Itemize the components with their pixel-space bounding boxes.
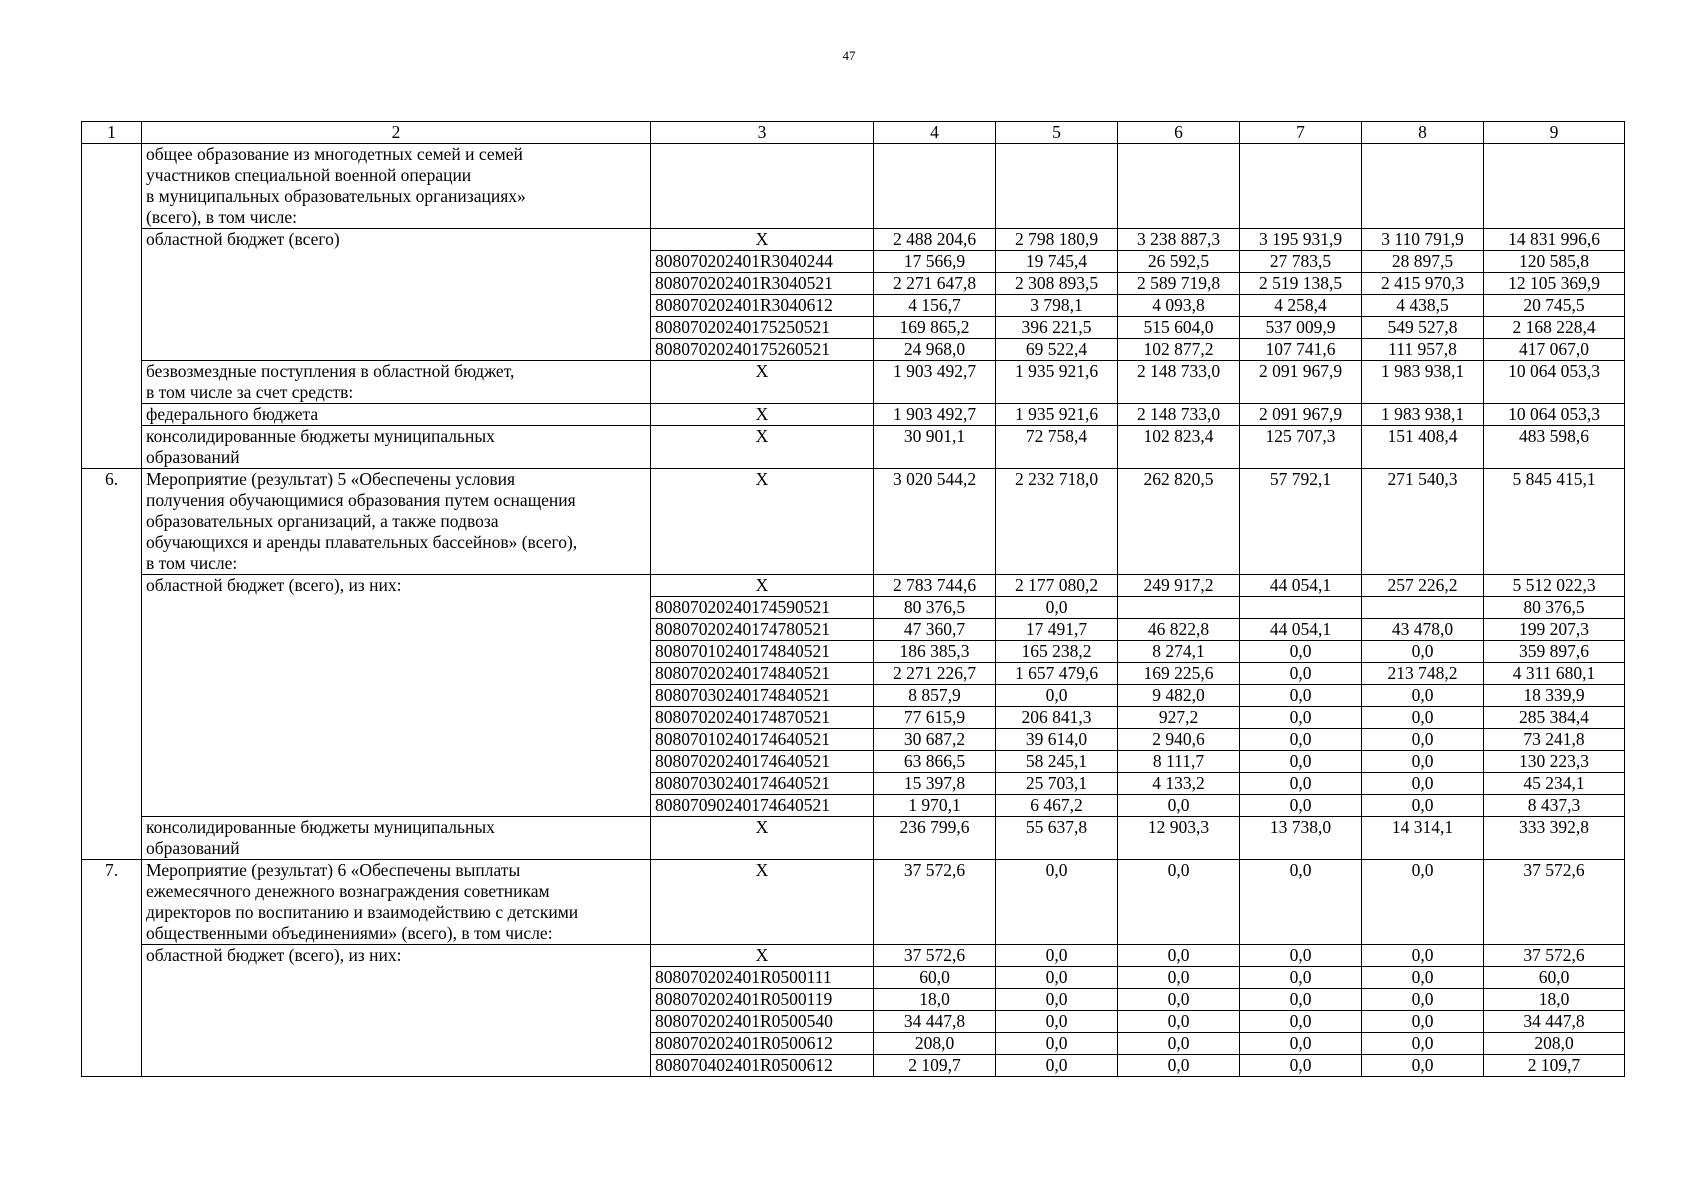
description-cell xyxy=(142,361,651,404)
value-cell: 151 408,4 xyxy=(1362,426,1484,469)
budget-code-cell: 80807020240174780521 xyxy=(651,619,874,641)
value-cell: 9 482,0 xyxy=(1118,685,1240,707)
value-cell: 249 917,2 xyxy=(1118,575,1240,597)
description-line: общественными объединениями» (всего), в том числе: xyxy=(146,923,553,943)
description-line: консолидированные бюджеты муниципальных xyxy=(146,817,495,837)
budget-code-cell: X xyxy=(651,860,874,945)
value-cell: 24 968,0 xyxy=(874,339,996,361)
value-cell: 4 093,8 xyxy=(1118,295,1240,317)
budget-code-cell: 80807020240174590521 xyxy=(651,597,874,619)
budget-code-cell: 808070202401R0500540 xyxy=(651,1011,874,1033)
description-line: общее образование из многодетных семей и семей xyxy=(146,144,523,164)
budget-code-cell: 808070202401R0500612 xyxy=(651,1033,874,1055)
budget-code-cell: 808070402401R0500612 xyxy=(651,1055,874,1077)
value-cell: 0,0 xyxy=(1240,967,1362,989)
value-cell: 4 258,4 xyxy=(1240,295,1362,317)
table-row xyxy=(82,361,1625,404)
value-cell: 8 111,7 xyxy=(1118,751,1240,773)
header-cell: 3 xyxy=(651,122,874,144)
value-cell: 0,0 xyxy=(996,597,1118,619)
budget-code-cell: X xyxy=(651,426,874,469)
value-cell: 1 970,1 xyxy=(874,795,996,817)
value-cell: 72 758,4 xyxy=(996,426,1118,469)
value-cell: 169 865,2 xyxy=(874,317,996,339)
value-cell: 3 020 544,2 xyxy=(874,469,996,575)
value-cell: 0,0 xyxy=(1240,795,1362,817)
value-cell: 34 447,8 xyxy=(1484,1011,1625,1033)
value-cell: 0,0 xyxy=(1240,685,1362,707)
value-cell: 111 957,8 xyxy=(1362,339,1484,361)
value-cell: 0,0 xyxy=(1118,989,1240,1011)
description-line: в том числе за счет средств: xyxy=(146,382,354,402)
table-row xyxy=(82,817,1625,860)
value-cell: 30 687,2 xyxy=(874,729,996,751)
value-cell xyxy=(1240,597,1362,619)
value-cell: 45 234,1 xyxy=(1484,773,1625,795)
value-cell: 2 091 967,9 xyxy=(1240,361,1362,404)
description-line: (всего), в том числе: xyxy=(146,207,298,227)
row-number-cell xyxy=(82,144,142,469)
description-cell xyxy=(142,945,651,1077)
value-cell: 37 572,6 xyxy=(1484,860,1625,945)
value-cell: 125 707,3 xyxy=(1240,426,1362,469)
value-cell xyxy=(874,144,996,229)
description-line: образований xyxy=(146,447,240,467)
value-cell: 257 226,2 xyxy=(1362,575,1484,597)
value-cell: 1 983 938,1 xyxy=(1362,361,1484,404)
value-cell: 57 792,1 xyxy=(1240,469,1362,575)
value-cell: 26 592,5 xyxy=(1118,251,1240,273)
value-cell: 18,0 xyxy=(874,989,996,1011)
row-number-cell: 7. xyxy=(82,860,142,1077)
value-cell: 333 392,8 xyxy=(1484,817,1625,860)
value-cell: 46 822,8 xyxy=(1118,619,1240,641)
value-cell: 927,2 xyxy=(1118,707,1240,729)
table-row xyxy=(82,575,1625,597)
budget-code-cell: 80807020240175260521 xyxy=(651,339,874,361)
value-cell: 2 308 893,5 xyxy=(996,273,1118,295)
value-cell: 18,0 xyxy=(1484,989,1625,1011)
value-cell: 537 009,9 xyxy=(1240,317,1362,339)
budget-code-cell: 80807010240174840521 xyxy=(651,641,874,663)
value-cell: 120 585,8 xyxy=(1484,251,1625,273)
value-cell xyxy=(996,144,1118,229)
value-cell: 44 054,1 xyxy=(1240,575,1362,597)
description-line: ежемесячного денежного вознаграждения советникам xyxy=(146,881,550,901)
value-cell: 4 156,7 xyxy=(874,295,996,317)
value-cell xyxy=(1362,144,1484,229)
value-cell: 0,0 xyxy=(1362,641,1484,663)
value-cell: 37 572,6 xyxy=(1484,945,1625,967)
value-cell: 0,0 xyxy=(996,860,1118,945)
value-cell xyxy=(1484,144,1625,229)
budget-code-cell: 808070202401R3040521 xyxy=(651,273,874,295)
value-cell: 14 831 996,6 xyxy=(1484,229,1625,251)
value-cell: 18 339,9 xyxy=(1484,685,1625,707)
value-cell: 1 903 492,7 xyxy=(874,361,996,404)
value-cell: 55 637,8 xyxy=(996,817,1118,860)
value-cell: 2 177 080,2 xyxy=(996,575,1118,597)
value-cell: 483 598,6 xyxy=(1484,426,1625,469)
value-cell: 2 488 204,6 xyxy=(874,229,996,251)
description-cell xyxy=(142,817,651,860)
value-cell: 0,0 xyxy=(1240,1033,1362,1055)
value-cell: 199 207,3 xyxy=(1484,619,1625,641)
value-cell: 165 238,2 xyxy=(996,641,1118,663)
page-number: 47 xyxy=(842,48,856,63)
header-row xyxy=(82,122,1625,144)
description-cell xyxy=(142,144,651,229)
value-cell: 14 314,1 xyxy=(1362,817,1484,860)
value-cell: 1 903 492,7 xyxy=(874,404,996,426)
value-cell: 80 376,5 xyxy=(874,597,996,619)
value-cell: 73 241,8 xyxy=(1484,729,1625,751)
value-cell: 2 415 970,3 xyxy=(1362,273,1484,295)
value-cell: 2 109,7 xyxy=(874,1055,996,1077)
value-cell: 0,0 xyxy=(1118,795,1240,817)
value-cell: 37 572,6 xyxy=(874,945,996,967)
value-cell: 8 437,3 xyxy=(1484,795,1625,817)
value-cell: 102 877,2 xyxy=(1118,339,1240,361)
value-cell: 37 572,6 xyxy=(874,860,996,945)
value-cell: 0,0 xyxy=(1240,641,1362,663)
value-cell: 3 110 791,9 xyxy=(1362,229,1484,251)
value-cell: 2 168 228,4 xyxy=(1484,317,1625,339)
value-cell: 2 109,7 xyxy=(1484,1055,1625,1077)
value-cell: 28 897,5 xyxy=(1362,251,1484,273)
budget-table-body xyxy=(82,122,1625,1077)
value-cell: 0,0 xyxy=(1118,860,1240,945)
value-cell: 39 614,0 xyxy=(996,729,1118,751)
value-cell: 2 271 226,7 xyxy=(874,663,996,685)
value-cell: 130 223,3 xyxy=(1484,751,1625,773)
value-cell: 6 467,2 xyxy=(996,795,1118,817)
description-line: в том числе: xyxy=(146,553,238,573)
budget-code-cell: 80807010240174640521 xyxy=(651,729,874,751)
header-cell: 1 xyxy=(82,122,142,144)
value-cell: 1 935 921,6 xyxy=(996,361,1118,404)
value-cell: 169 225,6 xyxy=(1118,663,1240,685)
value-cell xyxy=(1362,597,1484,619)
value-cell xyxy=(1118,597,1240,619)
value-cell: 3 195 931,9 xyxy=(1240,229,1362,251)
description-cell xyxy=(142,575,651,817)
value-cell: 5 512 022,3 xyxy=(1484,575,1625,597)
value-cell: 60,0 xyxy=(1484,967,1625,989)
budget-code-cell: X xyxy=(651,817,874,860)
value-cell: 25 703,1 xyxy=(996,773,1118,795)
header-cell: 7 xyxy=(1240,122,1362,144)
table-row xyxy=(82,426,1625,469)
budget-code-cell: X xyxy=(651,575,874,597)
value-cell: 0,0 xyxy=(1362,1011,1484,1033)
value-cell: 63 866,5 xyxy=(874,751,996,773)
header-cell: 8 xyxy=(1362,122,1484,144)
value-cell: 0,0 xyxy=(996,1033,1118,1055)
value-cell: 69 522,4 xyxy=(996,339,1118,361)
value-cell: 30 901,1 xyxy=(874,426,996,469)
description-line: безвозмездные поступления в областной бюджет, xyxy=(146,361,515,381)
value-cell: 515 604,0 xyxy=(1118,317,1240,339)
value-cell: 0,0 xyxy=(1240,1055,1362,1077)
value-cell: 2 148 733,0 xyxy=(1118,361,1240,404)
value-cell: 0,0 xyxy=(1240,1011,1362,1033)
value-cell: 10 064 053,3 xyxy=(1484,404,1625,426)
budget-code-cell xyxy=(651,144,874,229)
value-cell: 102 823,4 xyxy=(1118,426,1240,469)
description-line: Мероприятие (результат) 5 «Обеспечены условия xyxy=(146,469,516,489)
budget-code-cell: 80807030240174840521 xyxy=(651,685,874,707)
budget-code-cell: X xyxy=(651,469,874,575)
value-cell: 0,0 xyxy=(1240,989,1362,1011)
description-line: участников специальной военной операции xyxy=(146,165,472,185)
header-cell: 2 xyxy=(142,122,651,144)
value-cell: 12 903,3 xyxy=(1118,817,1240,860)
budget-code-cell: 80807020240174840521 xyxy=(651,663,874,685)
value-cell: 2 940,6 xyxy=(1118,729,1240,751)
value-cell: 2 798 180,9 xyxy=(996,229,1118,251)
budget-code-cell: 808070202401R3040244 xyxy=(651,251,874,273)
value-cell: 0,0 xyxy=(1118,967,1240,989)
description-cell xyxy=(142,860,651,945)
value-cell: 186 385,3 xyxy=(874,641,996,663)
value-cell: 262 820,5 xyxy=(1118,469,1240,575)
value-cell: 34 447,8 xyxy=(874,1011,996,1033)
budget-code-cell: X xyxy=(651,361,874,404)
value-cell: 0,0 xyxy=(1240,773,1362,795)
value-cell: 12 105 369,9 xyxy=(1484,273,1625,295)
description-line: в муниципальных образовательных организациях» xyxy=(146,186,526,206)
value-cell: 43 478,0 xyxy=(1362,619,1484,641)
value-cell: 15 397,8 xyxy=(874,773,996,795)
value-cell: 58 245,1 xyxy=(996,751,1118,773)
value-cell: 2 091 967,9 xyxy=(1240,404,1362,426)
value-cell: 13 738,0 xyxy=(1240,817,1362,860)
budget-code-cell: 808070202401R3040612 xyxy=(651,295,874,317)
description-line: директоров по воспитанию и взаимодействию с детскими xyxy=(146,902,579,922)
value-cell: 44 054,1 xyxy=(1240,619,1362,641)
value-cell: 0,0 xyxy=(1362,729,1484,751)
budget-code-cell: 80807020240174870521 xyxy=(651,707,874,729)
value-cell: 2 232 718,0 xyxy=(996,469,1118,575)
description-line: Мероприятие (результат) 6 «Обеспечены выплаты xyxy=(146,860,521,880)
description-cell xyxy=(142,469,651,575)
budget-code-cell: 808070202401R0500111 xyxy=(651,967,874,989)
value-cell: 20 745,5 xyxy=(1484,295,1625,317)
value-cell: 8 857,9 xyxy=(874,685,996,707)
value-cell: 0,0 xyxy=(1362,685,1484,707)
value-cell: 0,0 xyxy=(1362,751,1484,773)
value-cell: 0,0 xyxy=(996,685,1118,707)
value-cell: 0,0 xyxy=(1240,729,1362,751)
value-cell: 2 589 719,8 xyxy=(1118,273,1240,295)
budget-code-cell: X xyxy=(651,945,874,967)
value-cell: 236 799,6 xyxy=(874,817,996,860)
table-row xyxy=(82,404,1625,426)
budget-code-cell: X xyxy=(651,229,874,251)
value-cell: 2 783 744,6 xyxy=(874,575,996,597)
budget-code-cell: X xyxy=(651,404,874,426)
budget-code-cell: 80807090240174640521 xyxy=(651,795,874,817)
value-cell: 0,0 xyxy=(1118,1055,1240,1077)
value-cell: 60,0 xyxy=(874,967,996,989)
value-cell: 1 983 938,1 xyxy=(1362,404,1484,426)
header-cell: 4 xyxy=(874,122,996,144)
value-cell: 19 745,4 xyxy=(996,251,1118,273)
table-row xyxy=(82,945,1625,967)
value-cell: 2 519 138,5 xyxy=(1240,273,1362,295)
value-cell: 0,0 xyxy=(1362,1055,1484,1077)
value-cell: 107 741,6 xyxy=(1240,339,1362,361)
budget-table xyxy=(81,121,1625,1077)
value-cell: 0,0 xyxy=(1362,967,1484,989)
value-cell: 206 841,3 xyxy=(996,707,1118,729)
budget-code-cell: 80807020240175250521 xyxy=(651,317,874,339)
value-cell: 4 311 680,1 xyxy=(1484,663,1625,685)
header-cell: 6 xyxy=(1118,122,1240,144)
value-cell: 80 376,5 xyxy=(1484,597,1625,619)
description-line: образований xyxy=(146,838,240,858)
budget-code-cell: 808070202401R0500119 xyxy=(651,989,874,1011)
value-cell: 0,0 xyxy=(1240,860,1362,945)
value-cell: 0,0 xyxy=(1118,945,1240,967)
value-cell: 4 438,5 xyxy=(1362,295,1484,317)
value-cell: 0,0 xyxy=(996,945,1118,967)
value-cell: 208,0 xyxy=(1484,1033,1625,1055)
value-cell: 0,0 xyxy=(1118,1033,1240,1055)
value-cell: 10 064 053,3 xyxy=(1484,361,1625,404)
value-cell: 3 238 887,3 xyxy=(1118,229,1240,251)
table-row xyxy=(82,144,1625,229)
value-cell: 4 133,2 xyxy=(1118,773,1240,795)
value-cell: 1 935 921,6 xyxy=(996,404,1118,426)
budget-code-cell: 80807020240174640521 xyxy=(651,751,874,773)
value-cell: 3 798,1 xyxy=(996,295,1118,317)
value-cell: 8 274,1 xyxy=(1118,641,1240,663)
value-cell: 0,0 xyxy=(996,967,1118,989)
value-cell: 0,0 xyxy=(1362,707,1484,729)
header-cell: 5 xyxy=(996,122,1118,144)
value-cell: 2 271 647,8 xyxy=(874,273,996,295)
value-cell: 271 540,3 xyxy=(1362,469,1484,575)
value-cell: 0,0 xyxy=(996,989,1118,1011)
value-cell: 359 897,6 xyxy=(1484,641,1625,663)
value-cell: 0,0 xyxy=(1362,860,1484,945)
value-cell: 0,0 xyxy=(1240,751,1362,773)
description-line: областной бюджет (всего), из них: xyxy=(146,945,402,965)
value-cell: 0,0 xyxy=(1362,1033,1484,1055)
description-line: обучающихся и аренды плавательных бассейнов» (всего), xyxy=(146,532,578,552)
value-cell: 0,0 xyxy=(1362,989,1484,1011)
table-row xyxy=(82,860,1625,945)
value-cell: 0,0 xyxy=(996,1011,1118,1033)
value-cell: 0,0 xyxy=(1240,663,1362,685)
value-cell: 208,0 xyxy=(874,1033,996,1055)
value-cell: 0,0 xyxy=(1118,1011,1240,1033)
value-cell: 27 783,5 xyxy=(1240,251,1362,273)
row-number-cell: 6. xyxy=(82,469,142,860)
value-cell: 0,0 xyxy=(1362,795,1484,817)
header-cell: 9 xyxy=(1484,122,1625,144)
value-cell xyxy=(1240,144,1362,229)
description-cell xyxy=(142,404,651,426)
value-cell: 285 384,4 xyxy=(1484,707,1625,729)
value-cell: 2 148 733,0 xyxy=(1118,404,1240,426)
description-line: областной бюджет (всего) xyxy=(146,229,340,249)
value-cell: 0,0 xyxy=(996,1055,1118,1077)
description-cell xyxy=(142,426,651,469)
value-cell: 77 615,9 xyxy=(874,707,996,729)
value-cell: 213 748,2 xyxy=(1362,663,1484,685)
value-cell: 0,0 xyxy=(1240,707,1362,729)
value-cell: 17 491,7 xyxy=(996,619,1118,641)
description-line: консолидированные бюджеты муниципальных xyxy=(146,426,495,446)
value-cell: 0,0 xyxy=(1362,945,1484,967)
table-row xyxy=(82,229,1625,251)
value-cell: 5 845 415,1 xyxy=(1484,469,1625,575)
value-cell: 0,0 xyxy=(1240,945,1362,967)
description-line: областной бюджет (всего), из них: xyxy=(146,575,402,595)
description-line: федерального бюджета xyxy=(146,404,319,424)
value-cell: 396 221,5 xyxy=(996,317,1118,339)
value-cell: 47 360,7 xyxy=(874,619,996,641)
description-cell xyxy=(142,229,651,361)
table-row xyxy=(82,469,1625,575)
description-line: получения обучающимися образования путем оснащения xyxy=(146,490,576,510)
description-line: образовательных организаций, а также подвоза xyxy=(146,511,499,531)
value-cell: 17 566,9 xyxy=(874,251,996,273)
value-cell: 549 527,8 xyxy=(1362,317,1484,339)
value-cell xyxy=(1118,144,1240,229)
value-cell: 0,0 xyxy=(1362,773,1484,795)
budget-code-cell: 80807030240174640521 xyxy=(651,773,874,795)
value-cell: 417 067,0 xyxy=(1484,339,1625,361)
value-cell: 1 657 479,6 xyxy=(996,663,1118,685)
